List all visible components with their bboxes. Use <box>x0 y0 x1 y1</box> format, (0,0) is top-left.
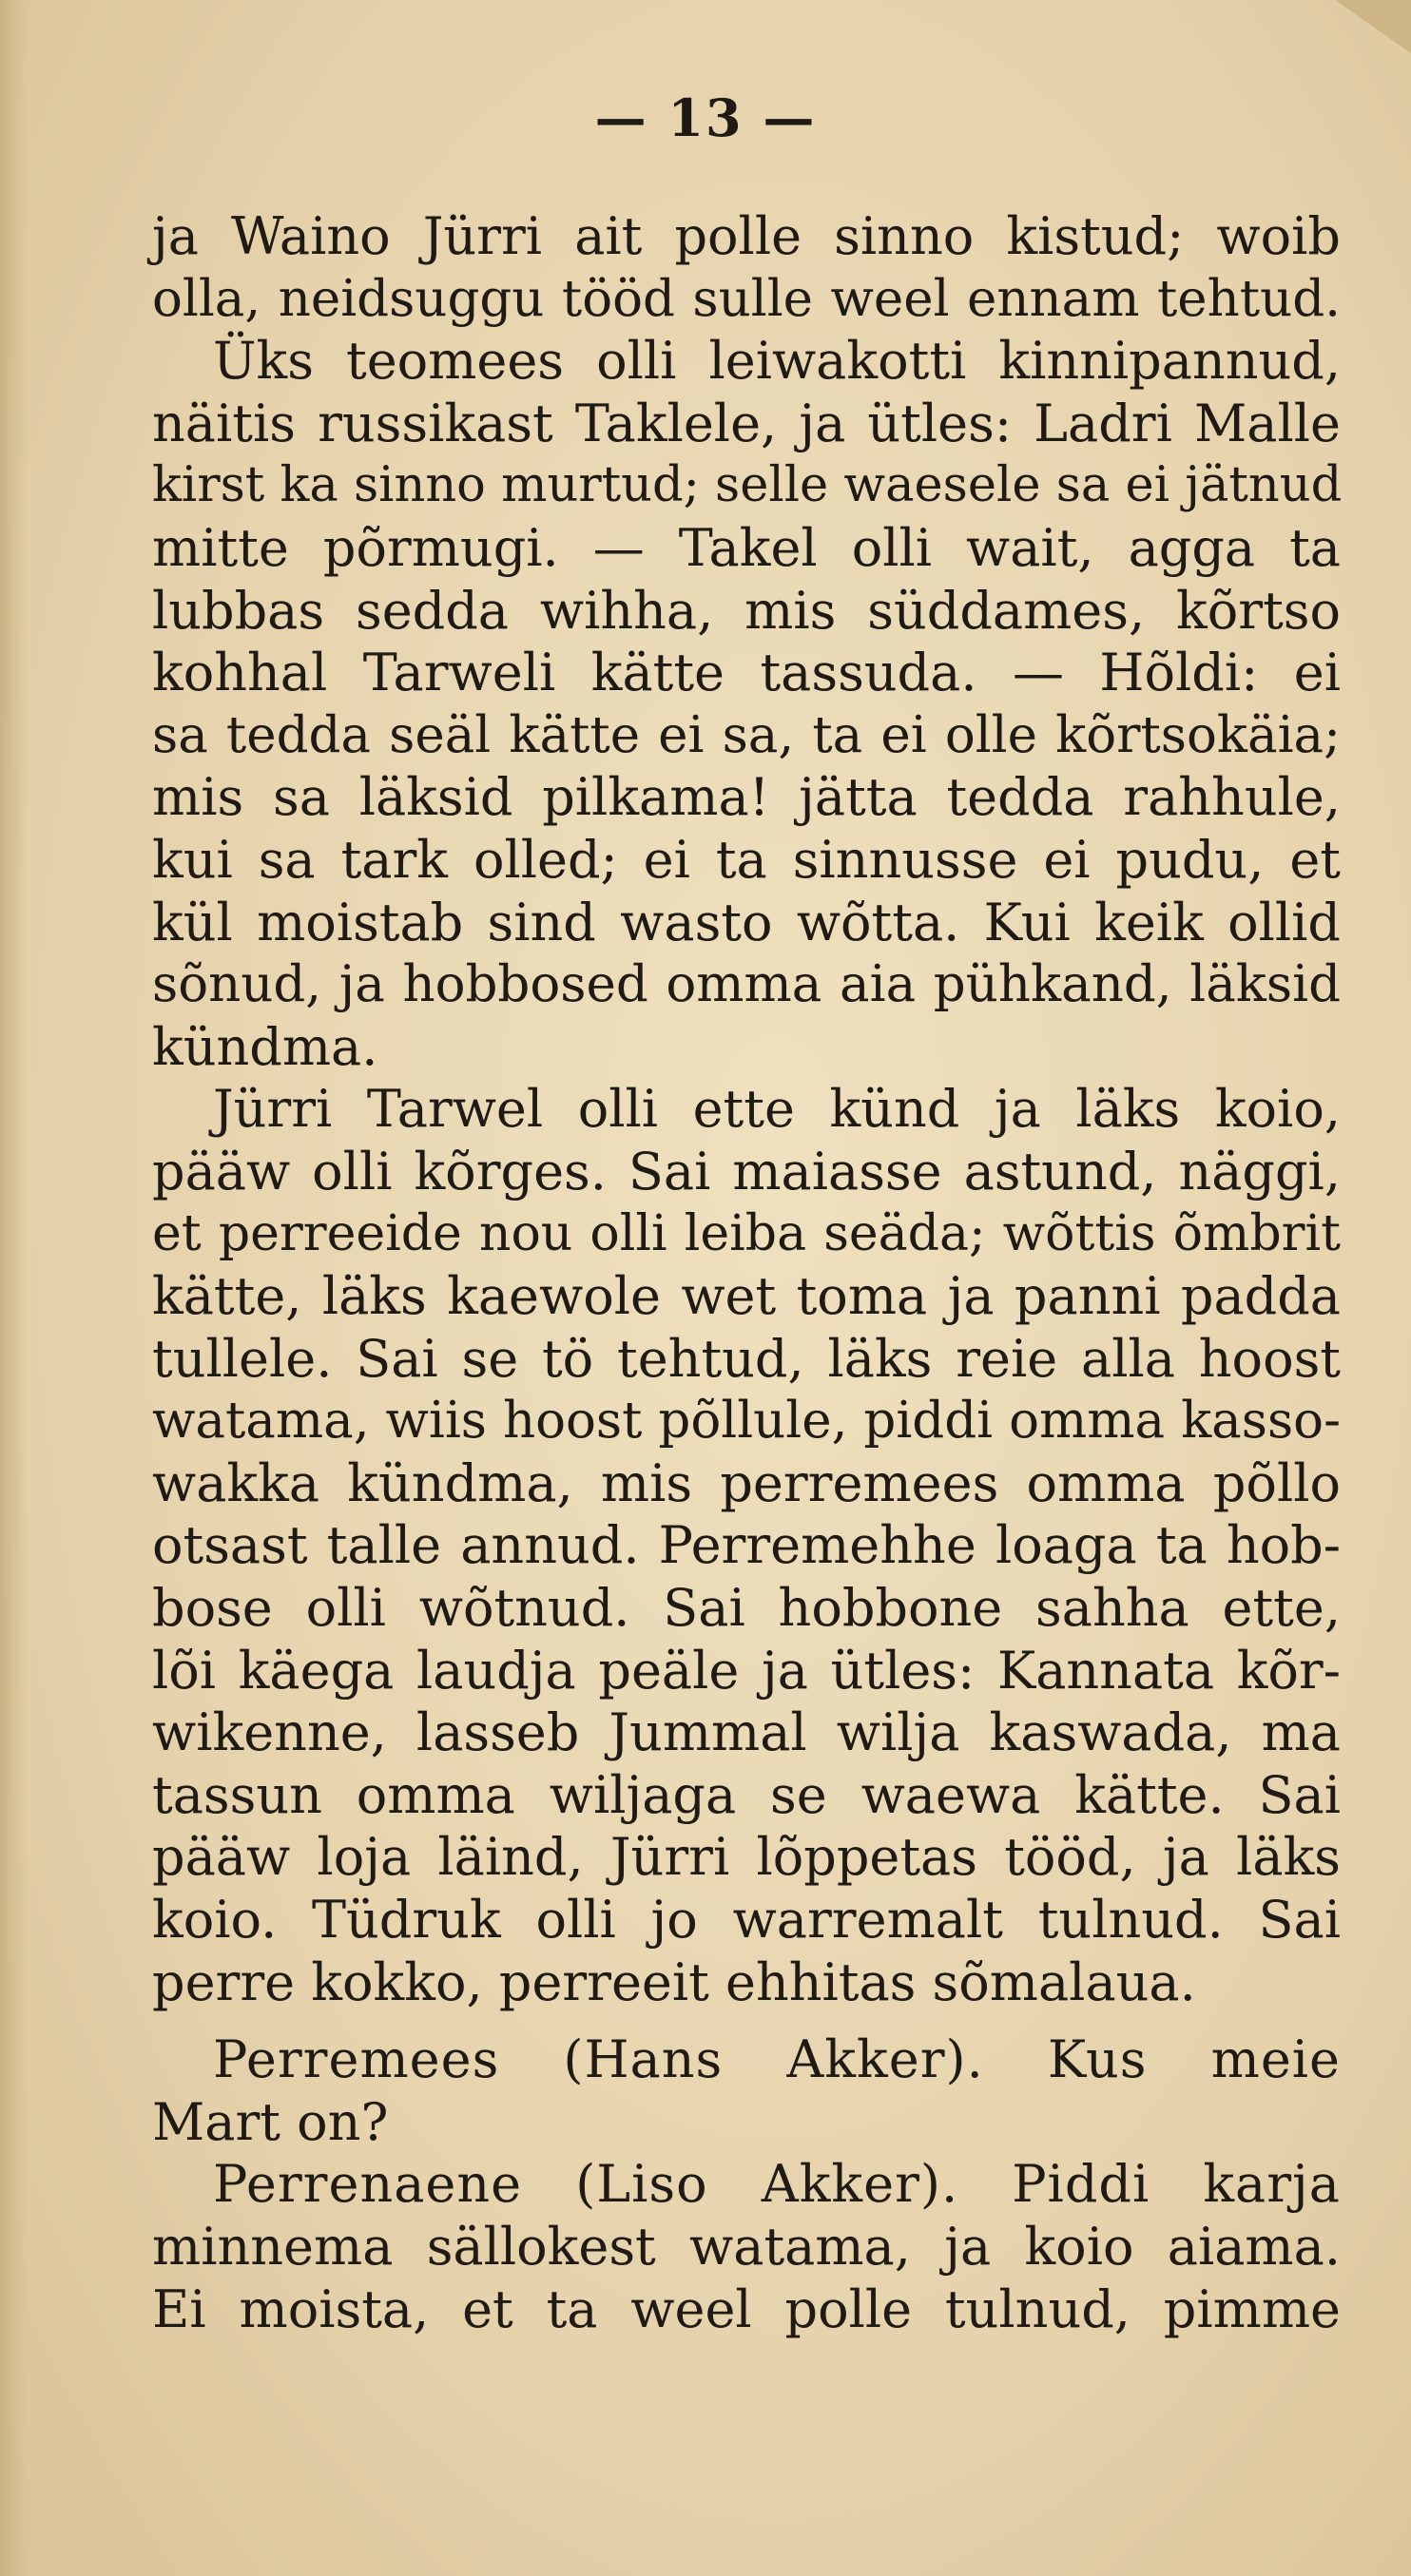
text-line: Üks teomees olli leiwakotti kinnipannud, <box>213 331 1341 392</box>
text-line: bose olli wõtnud. Sai hobbone sahha ette, <box>152 1578 1341 1639</box>
text-line: tassun omma wiljaga se waewa kätte. Sai <box>152 1764 1341 1825</box>
text-line: kül moistab sind wasto wõtta. Kui keik ollid <box>152 892 1341 952</box>
text-line: pääw olli kõrges. Sai maiasse astund, näggi, <box>152 1141 1341 1201</box>
text-line: lõi käega laudja peäle ja ütles: Kannata kõr- <box>152 1640 1341 1701</box>
text-line: Perremees (Hans Akker). Kus meie <box>213 2029 1341 2090</box>
text-line: tullele. Sai se tö tehtud, läks reie alla hoost <box>152 1328 1341 1389</box>
text-line: wikenne, lasseb Jummal wilja kaswada, ma <box>152 1702 1341 1763</box>
text-line: Mart on? <box>152 2091 389 2152</box>
text-line: kui sa tark olled; ei ta sinnusse ei pudu, et <box>152 829 1341 890</box>
text-line: sõnud, ja hobbosed omma aia pühkand, läksid <box>152 955 1341 1014</box>
text-line: minnema sällokest watama, ja koio aiama. <box>152 2217 1341 2277</box>
text-line: näitis russikast Taklele, ja ütles: Ladri Malle <box>152 393 1341 453</box>
text-line: mitte põrmugi. — Takel olli wait, agga ta <box>152 517 1341 578</box>
text-line: pääw loja läind, Jürri lõppetas tööd, ja läks <box>152 1827 1341 1888</box>
text-line: kündma. <box>152 1016 378 1077</box>
text-line: kohhal Tarweli kätte tassuda. — Hõldi: ei <box>152 643 1341 703</box>
text-line: olla, neidsuggu tööd sulle weel ennam tehtud. <box>152 269 1341 328</box>
page-edge-shadow <box>0 0 27 2576</box>
text-line: Perrenaene (Liso Akker). Piddi karja <box>213 2154 1341 2215</box>
text-line: lubbas sedda wihha, mis süddames, kõrtso <box>152 580 1341 641</box>
text-line: wakka kündma, mis perremees omma põllo <box>152 1452 1341 1513</box>
text-line: perre kokko, perreeit ehhitas sõmalaua. <box>152 1951 1196 2012</box>
paragraph-gap <box>152 2013 1341 2028</box>
text-line: kätte, läks kaewole wet toma ja panni padda <box>152 1266 1341 1327</box>
text-line: koio. Tüdruk olli jo warremalt tulnud. Sai <box>152 1890 1341 1951</box>
folded-corner <box>1325 0 1411 57</box>
body-text <box>152 205 1341 2340</box>
text-line: otsast talle annud. Perremehhe loaga ta hob- <box>152 1515 1341 1576</box>
text-line: mis sa läksid pilkama! jätta tedda rahhule, <box>152 767 1341 828</box>
text-line: Jürri Tarwel olli ette künd ja läks koio, <box>213 1079 1341 1140</box>
text-line: sa tedda seäl kätte ei sa, ta ei olle kõrtsokäia; <box>152 705 1341 764</box>
text-line: et perreeide nou olli leiba seäda; wõttis õmbrit <box>152 1204 1341 1262</box>
text-line: watama, wiis hoost põllule, piddi omma kasso- <box>152 1392 1341 1451</box>
text-line: kirst ka sinno murtud; selle waesele sa ei jätnud <box>152 457 1343 514</box>
text-line: ja Waino Jürri ait polle sinno kistud; woib <box>152 206 1341 266</box>
text-line: Ei moista, et ta weel polle tulnud, pimme <box>152 2278 1341 2339</box>
page-number: — 13 — <box>594 87 817 148</box>
